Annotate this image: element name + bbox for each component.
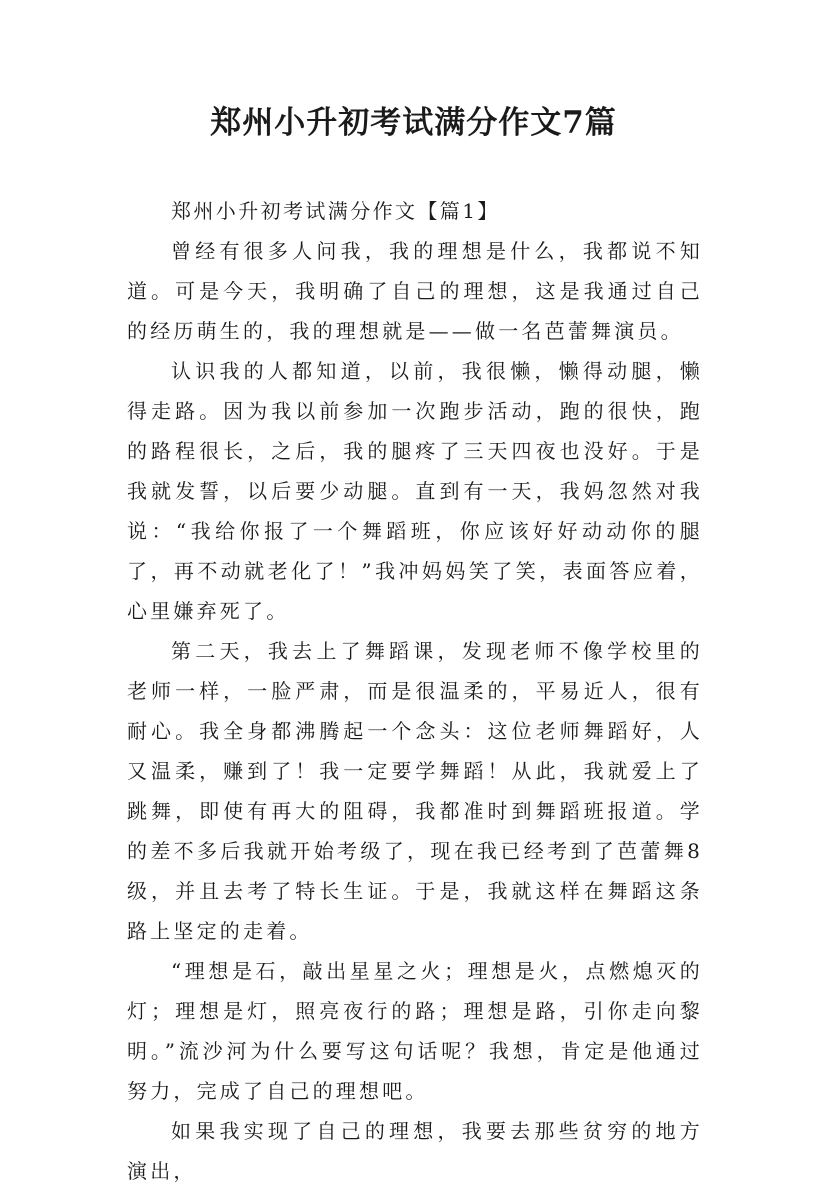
paragraph-2: 认识我的人都知道，以前，我很懒，懒得动腿，懒得走路。因为我以前参加一次跑步活动，跑的很快，跑的路程很长，之后，我的腿疼了三天四夜也没好。于是我就发誓，以后要少动腿。直到有一天，我妈忽然对我说：“我给你报了一个舞蹈班，你应该好好动动你的腿了，再不动就老化了！”我冲妈妈笑了笑，表面答应着，心里嫌弃死了。 — [127, 359, 703, 623]
document-body — [127, 191, 703, 1191]
document-title: 郑州小升初考试满分作文7篇 — [210, 105, 617, 141]
paragraph-5: 如果我实现了自己的理想，我要去那些贫穷的地方演出， — [127, 1119, 703, 1183]
paragraph-1: 曾经有很多人问我，我的理想是什么，我都说不知道。可是今天，我明确了自己的理想，这是我通过自己的经历萌生的，我的理想就是——做一名芭蕾舞演员。 — [127, 239, 703, 343]
paragraph-3: 第二天，我去上了舞蹈课，发现老师不像学校里的老师一样，一脸严肃，而是很温柔的，平易近人，很有耐心。我全身都沸腾起一个念头：这位老师舞蹈好，人又温柔，赚到了！我一定要学舞蹈！从此，我就爱上了跳舞，即使有再大的阻碍，我都准时到舞蹈班报道。学的差不多后我就开始考级了，现在我已经考到了芭蕾舞8级，并且去考了特长生证。于是，我就这样在舞蹈这条路上坚定的走着。 — [127, 639, 703, 943]
paragraph-4: “理想是石，敲出星星之火；理想是火，点燃熄灭的灯；理想是灯，照亮夜行的路；理想是路，引你走向黎明。”流沙河为什么要写这句话呢？我想，肯定是他通过努力，完成了自己的理想吧。 — [127, 959, 703, 1103]
section-heading: 郑州小升初考试满分作文【篇1】 — [171, 199, 500, 223]
